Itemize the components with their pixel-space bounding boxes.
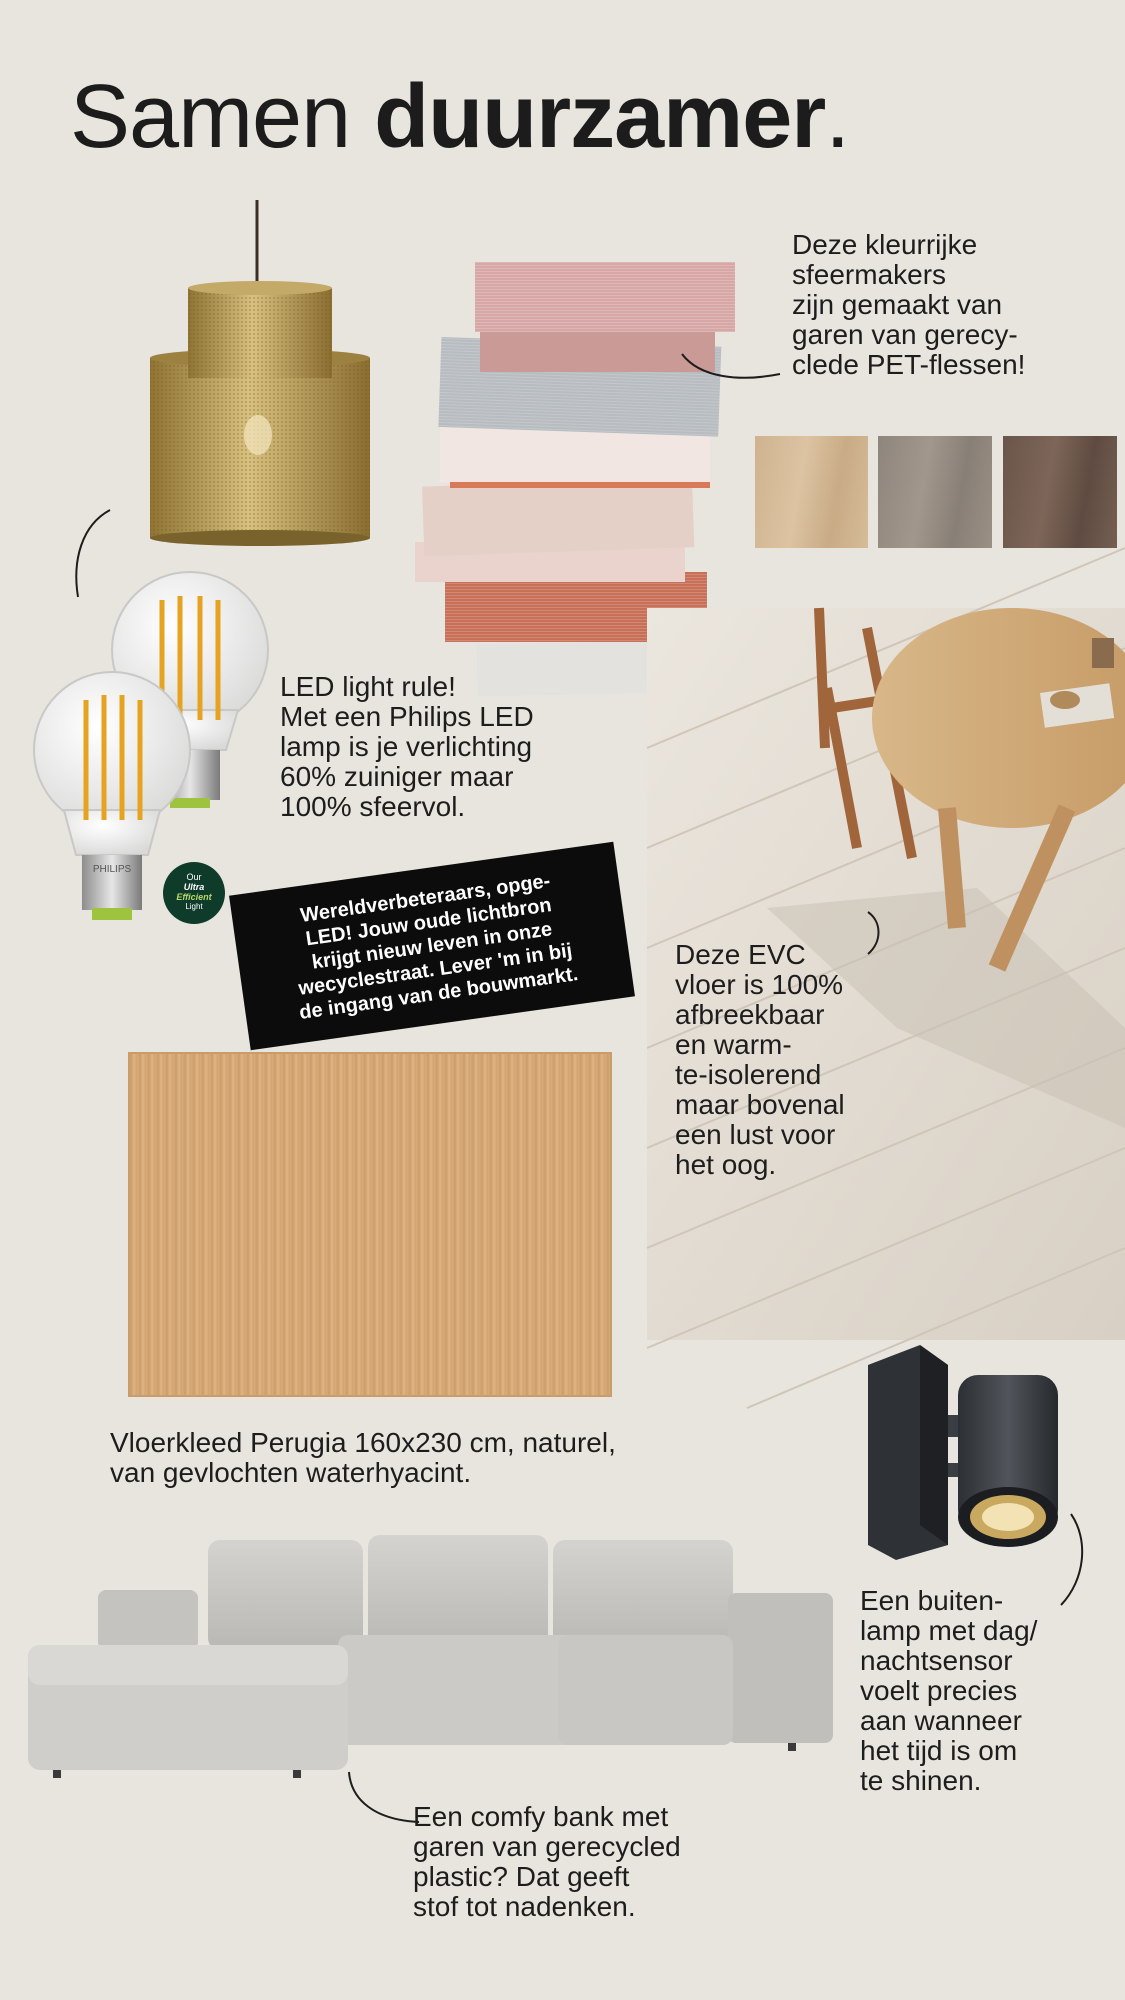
rug-image xyxy=(128,1052,612,1397)
title-bold: duurzamer xyxy=(374,67,826,167)
rug-caption: Vloerkleed Perugia 160x230 cm, naturel, van gevlochten waterhyacint. xyxy=(110,1427,616,1488)
sofa-image xyxy=(28,1535,838,1790)
floor-sample-light xyxy=(755,436,868,548)
philips-brand-text: PHILIPS xyxy=(92,864,132,875)
textile-caption: Deze kleurrijke sfeermakers zijn gemaakt van garen van gerecy- clede PET-flessen! xyxy=(792,229,1026,380)
badge-line-3: Efficient xyxy=(176,892,212,902)
title-light: Samen xyxy=(70,67,375,167)
promo-text: Wereldverbeteraars, opge- LED! Jouw oude lichtbron krijgt nieuw leven in onze wecyclestraat. Lever 'm in bij de ingang van de bouwmarkt. xyxy=(297,870,580,1024)
textile-pointer-line xyxy=(680,340,790,390)
evc-caption: Deze EVC vloer is 100% afbreekbaar en warm- te-isolerend maar bovenal een lust voor het oog. xyxy=(675,939,845,1180)
badge-line-2: Ultra xyxy=(183,882,205,892)
recycle-promo-box xyxy=(229,842,635,1050)
philips-led-bulbs-image xyxy=(30,570,270,950)
page-title xyxy=(70,67,850,167)
outdoor-lamp-image xyxy=(860,1345,1075,1565)
badge-line-4: Light xyxy=(185,902,203,911)
outdoor-lamp-caption: Een buiten- lamp met dag/ nachtsensor voelt precies aan wanneer het tijd is om te shinen. xyxy=(860,1585,1038,1796)
floor-sample-grey xyxy=(878,436,992,548)
ultra-efficient-badge xyxy=(163,862,225,924)
sofa-caption: Een comfy bank met garen van gerecycled plastic? Dat geeft stof tot nadenken. xyxy=(413,1801,681,1922)
led-caption: LED light rule! Met een Philips LED lamp is je verlichting 60% zuiniger maar 100% sfeervol. xyxy=(280,671,534,822)
badge-line-1: Our xyxy=(186,872,202,882)
arc-decoration-left xyxy=(64,505,124,605)
floor-sample-dark xyxy=(1003,436,1117,548)
title-period: . xyxy=(825,67,850,167)
pendant-lamp-image xyxy=(140,200,380,545)
